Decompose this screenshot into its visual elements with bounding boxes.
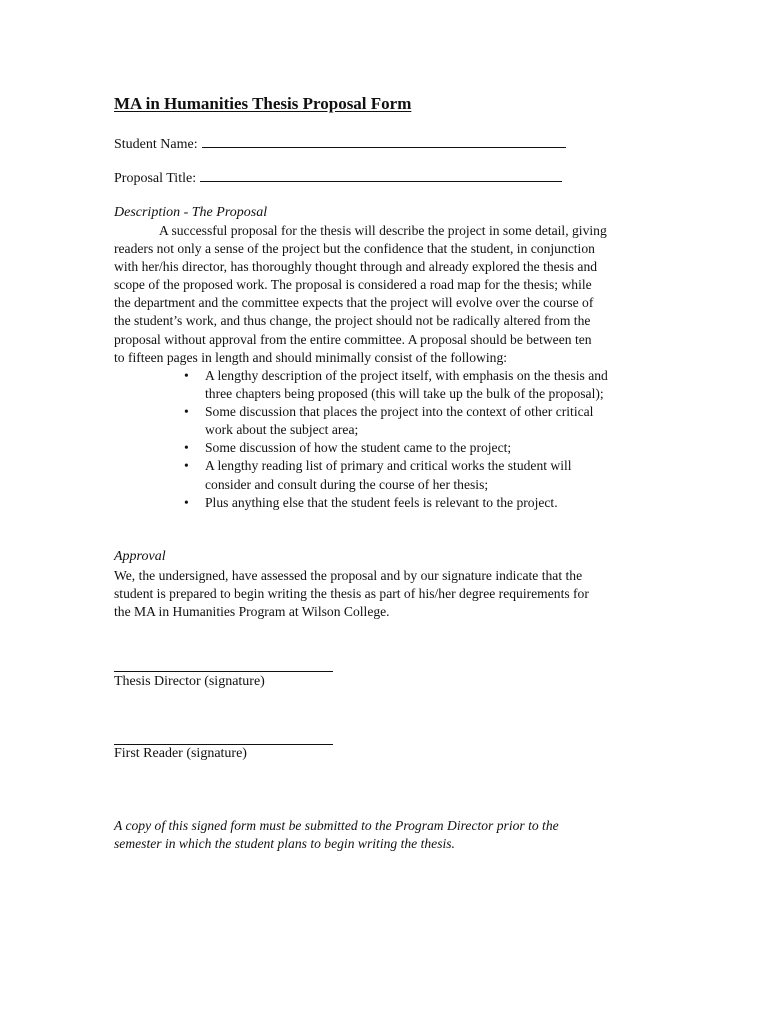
description-paragraph [114,222,654,367]
list-item-line: work about the subject area; [205,422,359,438]
thesis-director-signature-line[interactable] [114,671,333,672]
list-item [184,457,664,493]
list-item [184,403,664,439]
proposal-title-blank[interactable] [200,169,562,182]
approval-line: student is prepared to begin writing the thesis as part of his/her degree requirements for [114,586,589,602]
description-line: scope of the proposed work. The proposal is considered a road map for the thesis; while [114,277,592,293]
student-name-label: Student Name: [114,137,198,152]
student-name-field[interactable] [114,135,566,153]
approval-line: the MA in Humanities Program at Wilson College. [114,604,390,620]
thesis-director-label: Thesis Director (signature) [114,674,265,689]
requirements-list [184,367,664,512]
list-item-line: A lengthy description of the project itself, with emphasis on the thesis and [205,368,608,383]
submission-note-line: A copy of this signed form must be submitted to the Program Director prior to the [114,818,559,833]
list-item-line: A lengthy reading list of primary and critical works the student will [205,458,572,474]
proposal-title-field[interactable] [114,169,562,187]
description-line: A successful proposal for the thesis will describe the project in some detail, giving [159,223,607,238]
list-item-line: Some discussion that places the project into the context of other critical [205,404,594,420]
bullet-icon: • [184,440,189,456]
proposal-title-label: Proposal Title: [114,171,197,186]
list-item [184,439,664,457]
list-item-line: three chapters being proposed (this will take up the bulk of the proposal); [205,386,604,402]
bullet-icon: • [184,494,189,510]
list-item-line: Plus anything else that the student feels is relevant to the project. [205,494,558,510]
submission-note [114,817,559,853]
bullet-icon: • [184,368,189,383]
description-line: with her/his director, has thoroughly thought through and already explored the thesis and [114,259,598,275]
list-item-line: consider and consult during the course of her thesis; [205,476,489,492]
description-heading: Description - The Proposal [114,205,268,220]
form-title: MA in Humanities Thesis Proposal Form [114,94,412,113]
bullet-icon: • [184,404,189,420]
description-line: to fifteen pages in length and should minimally consist of the following: [114,349,508,365]
approval-heading: Approval [114,549,166,564]
description-line: the department and the committee expects that the project will evolve over the course of [114,295,594,311]
list-item-line: Some discussion of how the student came to the project; [205,440,512,456]
list-item [184,494,664,512]
approval-paragraph [114,567,654,621]
submission-note-line: semester in which the student plans to begin writing the thesis. [114,836,455,852]
description-line: the student’s work, and thus change, the project should not be radically altered from the [114,313,591,329]
student-name-blank[interactable] [202,135,566,148]
description-line: readers not only a sense of the project but the confidence that the student, in conjunction [114,241,595,257]
description-line: proposal without approval from the entire committee. A proposal should be between ten [114,331,592,347]
list-item [184,367,664,403]
bullet-icon: • [184,458,189,474]
first-reader-signature-line[interactable] [114,744,333,745]
first-reader-label: First Reader (signature) [114,746,247,761]
approval-line: We, the undersigned, have assessed the proposal and by our signature indicate that the [114,568,583,583]
